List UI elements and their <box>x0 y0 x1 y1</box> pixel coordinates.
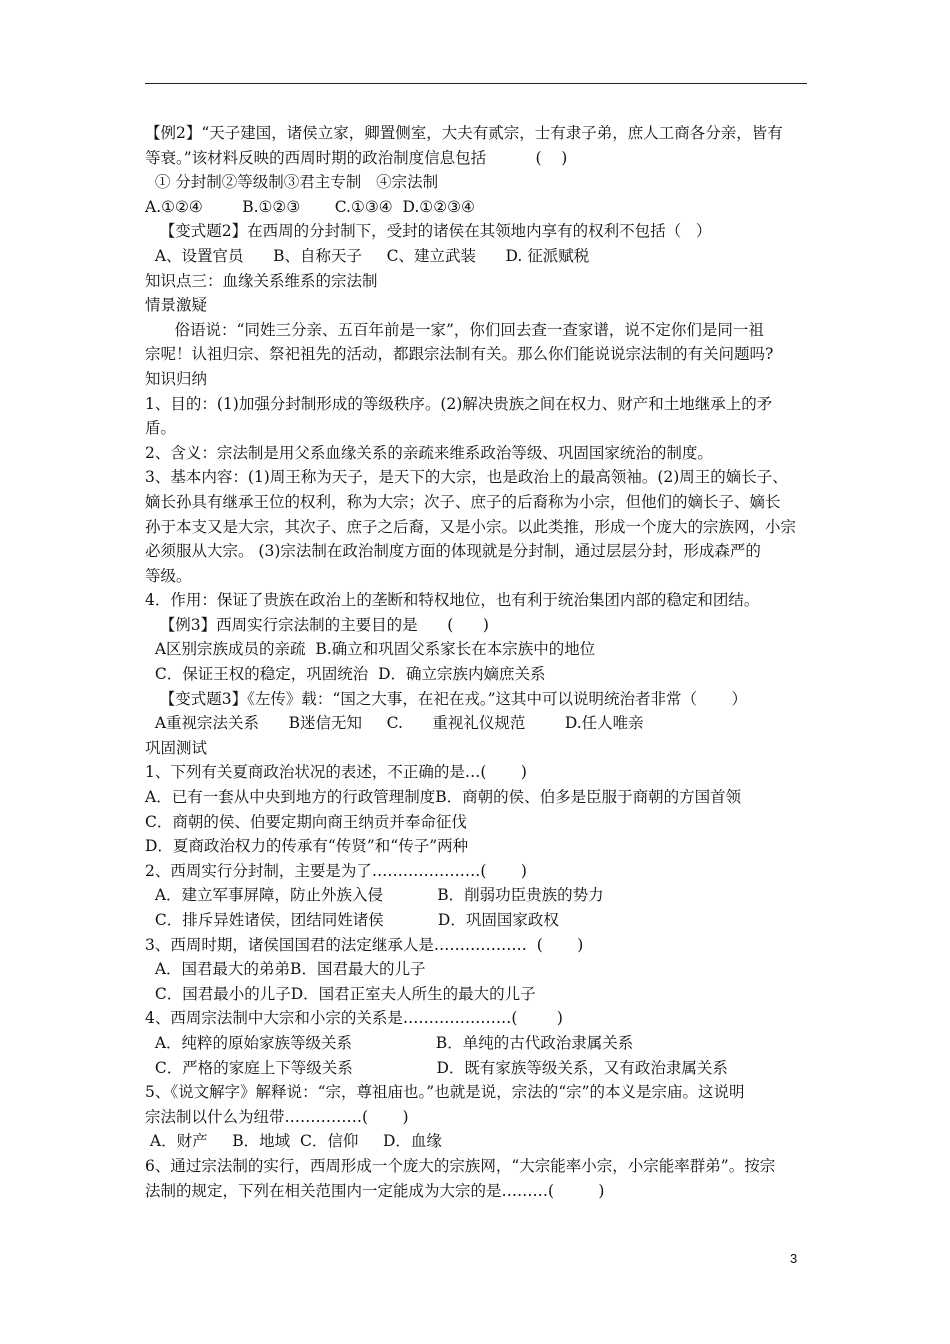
text-line: 宗呢！认祖归宗、祭祀祖先的活动，都跟宗法制有关。那么你们能说说宗法制的有关问题吗? <box>145 345 774 364</box>
text-line: 必须服从大宗。 (3)宗法制在政治制度方面的体现就是分封制，通过层层分封，形成森严的 <box>145 542 761 561</box>
text-line: 【变式题3】《左传》载：“国之大事，在祀在戎。”这其中可以说明统治者非常（ ） <box>145 689 747 708</box>
text-line: 孙于本支又是大宗，其次子、庶子之后裔，又是小宗。以此类推，形成一个庞大的宗族网，小宗 <box>145 517 797 536</box>
text-line: A区别宗族成员的亲疏 B.确立和巩固父系家长在本宗族中的地位 <box>145 640 596 659</box>
text-line: 【例2】“天子建国，诸侯立家，卿置侧室，大夫有贰宗，士有隶子弟，庶人工商各分亲，皆有 <box>145 124 783 142</box>
document-body <box>145 121 813 1203</box>
text-line: 嫡长孙具有继承王位的权利，称为大宗；次子、庶子的后裔称为小宗，但他们的嫡长子、嫡长 <box>145 492 781 511</box>
text-line: 1、下列有关夏商政治状况的表述，不正确的是…( ) <box>145 763 527 782</box>
text-line: ① 分封制②等级制③君主专制 ④宗法制 <box>145 173 439 192</box>
text-line: 3、基本内容：(1)周王称为天子，是天下的大宗，也是政治上的最高领袖。(2)周王的嫡长子、 <box>145 468 788 487</box>
text-line: 俗语说：“同姓三分亲、五百年前是一家”，你们回去查一查家谱，说不定你们是同一祖 <box>145 320 764 339</box>
page-number: 3 <box>790 1251 798 1266</box>
text-line: A．建立军事屏障，防止外族入侵 B．削弱功臣贵族的势力 <box>145 886 604 905</box>
header-rule <box>145 83 807 84</box>
text-line: 4．作用：保证了贵族在政治上的垄断和特权地位，也有利于统治集团内部的稳定和团结。 <box>145 591 760 610</box>
text-line: C．商朝的侯、伯要定期向商王纳贡并奉命征伐 <box>145 812 467 831</box>
text-line: 2、西周实行分封制，主要是为了…………………( ) <box>145 861 527 880</box>
text-line: A．国君最大的弟弟B．国君最大的儿子 <box>145 960 426 979</box>
text-line: 5、《说文解字》解释说：“宗，尊祖庙也。”也就是说，宗法的“宗”的本义是宗庙。这说明 <box>145 1083 745 1102</box>
text-line: 宗法制以什么为纽带……………( ) <box>145 1107 409 1126</box>
text-line: 1、目的：(1)加强分封制形成的等级秩序。(2)解决贵族之间在权力、财产和土地继承上的矛 <box>145 394 773 413</box>
text-line: A.①②④ B.①②③ C.①③④ D.①②③④ <box>145 197 475 216</box>
text-line: 【例3】西周实行宗法制的主要目的是 ( ) <box>145 615 489 634</box>
text-line: A．纯粹的原始家族等级关系 B．单纯的古代政治隶属关系 <box>145 1033 634 1052</box>
text-line: 4、西周宗法制中大宗和小宗的关系是…………………( ) <box>145 1009 563 1028</box>
text-line: C．保证王权的稳定，巩固统治 D．确立宗族内嫡庶关系 <box>145 665 546 684</box>
text-line: 盾。 <box>145 419 177 438</box>
text-line: 6、通过宗法制的实行，西周形成一个庞大的宗族网，“大宗能率小宗，小宗能率群弟”。按宗 <box>145 1156 776 1175</box>
text-line: D．夏商政治权力的传承有“传贤”和“传子”两种 <box>145 837 469 856</box>
text-line: C．排斥异姓诸侯，团结同姓诸侯 D．巩固国家政权 <box>145 911 559 929</box>
text-line: 知识点三：血缘关系维系的宗法制 <box>145 271 378 290</box>
text-line: 【变式题2】在西周的分封制下，受封的诸侯在其领地内享有的权利不包括（ ） <box>145 222 712 241</box>
text-line: A．财产 B．地域 C．信仰 D．血缘 <box>145 1132 442 1151</box>
text-line: C．国君最小的儿子D．国君正室夫人所生的最大的儿子 <box>145 984 536 1003</box>
text-line: C．严格的家庭上下等级关系 D．既有家族等级关系，又有政治隶属关系 <box>145 1058 728 1077</box>
text-line: A重视宗法关系 B迷信无知 C. 重视礼仪规范 D.任人唯亲 <box>145 714 644 733</box>
text-line: 知识归纳 <box>145 369 208 388</box>
text-line: 法制的规定，下列在相关范围内一定能成为大宗的是………( ) <box>145 1181 605 1200</box>
text-line: 等级。 <box>145 566 192 585</box>
text-line: A、设置官员 B、自称天子 C、建立武装 D. 征派赋税 <box>145 246 590 265</box>
text-line: 2、含义：宗法制是用父系血缘关系的亲疏来维系政治等级、巩固国家统治的制度。 <box>145 443 713 462</box>
text-line: 等衰。”该材料反映的西周时期的政治制度信息包括 ( ) <box>145 148 568 167</box>
text-line: 情景激疑 <box>145 296 208 315</box>
text-line: A．已有一套从中央到地方的行政管理制度B．商朝的侯、伯多是臣服于商朝的方国首领 <box>145 788 742 807</box>
text-line: 巩固测试 <box>145 738 208 757</box>
text-line: 3、西周时期，诸侯国国君的法定继承人是……………… ( ) <box>145 935 584 954</box>
